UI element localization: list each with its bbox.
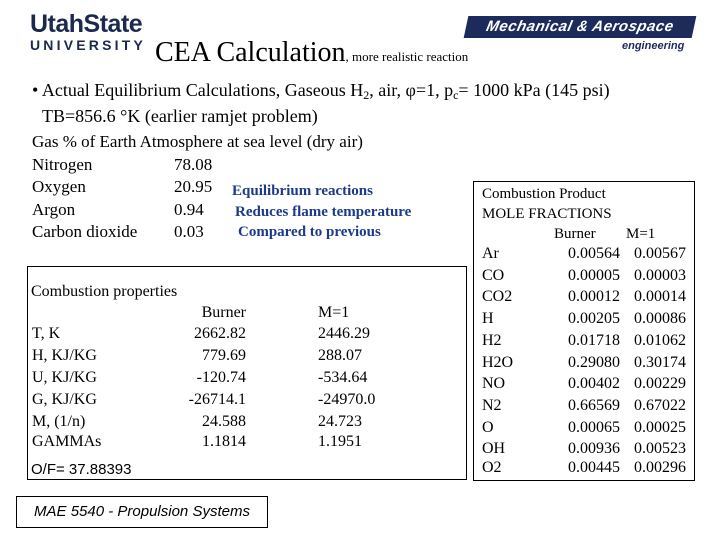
property-label: G, KJ/KG (32, 391, 97, 408)
burner-column-header: Burner (554, 226, 596, 242)
mole-fractions-title: Combustion Product (482, 186, 606, 202)
species-row (474, 397, 694, 419)
bullet-sub-h2: 2 (363, 88, 370, 102)
species-row (474, 310, 694, 332)
property-m1-value: -534.64 (318, 369, 368, 386)
title-main: CEA Calculation (155, 37, 346, 68)
gas-name: Oxygen (32, 177, 86, 196)
species-row (474, 288, 694, 310)
species-row (474, 375, 694, 397)
species-burner-value: 0.00205 (568, 310, 620, 328)
species-burner-value: 0.00445 (568, 459, 620, 476)
species-m1-value: 0.00025 (634, 418, 686, 436)
property-m1-value: 24.723 (318, 413, 362, 430)
species-burner-value: 0.29080 (568, 353, 620, 371)
m1-column-header: M=1 (318, 304, 350, 321)
species-m1-value: 0.00567 (634, 245, 686, 262)
property-label: M, (1/n) (32, 413, 86, 430)
species-m1-value: 0.00296 (634, 459, 686, 476)
equilibrium-note-line1: Equilibrium reactions (232, 183, 373, 199)
phi-symbol: φ (405, 80, 416, 100)
combustion-properties-box (27, 266, 467, 480)
course-footer: MAE 5540 - Propulsion Systems (16, 496, 268, 528)
bullet-line-2: TB=856.6 °K (earlier ramjet problem) (42, 106, 318, 126)
species-burner-value: 0.00005 (568, 266, 620, 284)
bullet-text-b: , air, (369, 80, 406, 100)
of-ratio: O/F= 37.88393 (31, 461, 132, 478)
bullet-text-d: = 1000 kPa (145 psi) (458, 80, 610, 100)
gas-name: Carbon dioxide (32, 222, 138, 241)
species-burner-value: 0.00936 (568, 440, 620, 458)
species-burner-value: 0.00012 (568, 288, 620, 306)
species-m1-value: 0.00086 (634, 310, 686, 328)
bullet-text-a: Actual Equilibrium Calculations, Gaseous H (41, 80, 364, 100)
gas-percent: 20.95 (174, 177, 213, 196)
usu-logo-line2: UNIVERSITY (30, 37, 147, 53)
species-row (474, 419, 694, 441)
property-burner-value: 1.1814 (202, 433, 246, 450)
gas-name: Argon (32, 199, 76, 219)
gas-percent: 0.03 (174, 222, 204, 241)
species-row (474, 354, 694, 376)
bullet-sub-c: c (453, 88, 459, 102)
species-m1-value: 0.00003 (634, 266, 686, 284)
atmosphere-heading: Gas % of Earth Atmosphere at sea level (dry air) (32, 132, 363, 151)
species-name: Ar (482, 245, 499, 262)
usu-logo-line1: UtahState (30, 10, 143, 38)
bullet-marker: • (32, 80, 39, 100)
property-m1-value: -24970.0 (318, 391, 376, 408)
species-m1-value: 0.00523 (634, 440, 686, 458)
species-name: O (482, 418, 494, 436)
property-m1-value: 1.1951 (318, 433, 362, 450)
property-label: H, KJ/KG (32, 347, 97, 364)
property-burner-value: 779.69 (202, 347, 246, 364)
species-name: N2 (482, 396, 502, 414)
species-m1-value: 0.01062 (634, 331, 686, 349)
gas-percent: 0.94 (174, 199, 204, 219)
bullet-point (32, 80, 610, 127)
mole-fractions-subtitle: MOLE FRACTIONS (482, 206, 612, 222)
property-m1-value: 2446.29 (318, 325, 370, 342)
burner-column-header: Burner (201, 304, 246, 321)
species-m1-value: 0.00229 (634, 375, 686, 393)
species-burner-value: 0.66569 (568, 396, 620, 414)
property-label: T, K (32, 325, 61, 342)
species-name: O2 (482, 459, 502, 476)
property-m1-value: 288.07 (318, 347, 362, 364)
species-m1-value: 0.67022 (634, 396, 686, 414)
property-label: GAMMAs (32, 433, 102, 450)
species-burner-value: 0.00402 (568, 375, 620, 393)
species-name: CO (482, 266, 505, 284)
m1-column-header: M=1 (626, 226, 656, 242)
mae-logo-subtitle: engineering (622, 40, 685, 52)
species-burner-value: 0.00564 (568, 245, 620, 262)
species-name: CO2 (482, 288, 513, 306)
property-label: U, KJ/KG (32, 369, 97, 386)
species-name: H (482, 310, 494, 328)
species-name: H2O (482, 353, 514, 371)
property-burner-value: -120.74 (196, 369, 246, 386)
property-burner-value: 2662.82 (194, 325, 246, 342)
gas-percent: 78.08 (174, 154, 213, 174)
slide-title (155, 37, 468, 69)
usu-logo (30, 12, 146, 53)
equilibrium-note-line3: Compared to previous (238, 224, 381, 240)
species-row (474, 245, 694, 267)
property-burner-value: -26714.1 (188, 391, 246, 408)
equilibrium-note-line2: Reduces flame temperature (235, 203, 412, 220)
species-m1-value: 0.30174 (634, 353, 686, 371)
combustion-properties-title: Combustion properties (31, 283, 178, 300)
species-m1-value: 0.00014 (634, 288, 686, 306)
bullet-line-1 (32, 80, 610, 106)
property-burner-value: 24.588 (202, 413, 246, 430)
species-name: NO (482, 375, 506, 393)
equilibrium-note (232, 181, 412, 243)
mae-logo: Mechanical & Aerospace (464, 16, 697, 38)
species-row (474, 332, 694, 354)
bullet-text-c: =1, p (415, 80, 454, 100)
species-burner-value: 0.01718 (568, 331, 620, 349)
species-name: OH (482, 440, 506, 458)
title-subtitle: , more realistic reaction (345, 49, 469, 64)
mole-fractions-box (473, 181, 695, 481)
species-row (474, 267, 694, 289)
species-row (474, 459, 694, 481)
species-burner-value: 0.00065 (568, 418, 620, 436)
species-name: H2 (482, 331, 502, 349)
atmosphere-row (32, 154, 363, 177)
gas-name: Nitrogen (32, 154, 93, 174)
